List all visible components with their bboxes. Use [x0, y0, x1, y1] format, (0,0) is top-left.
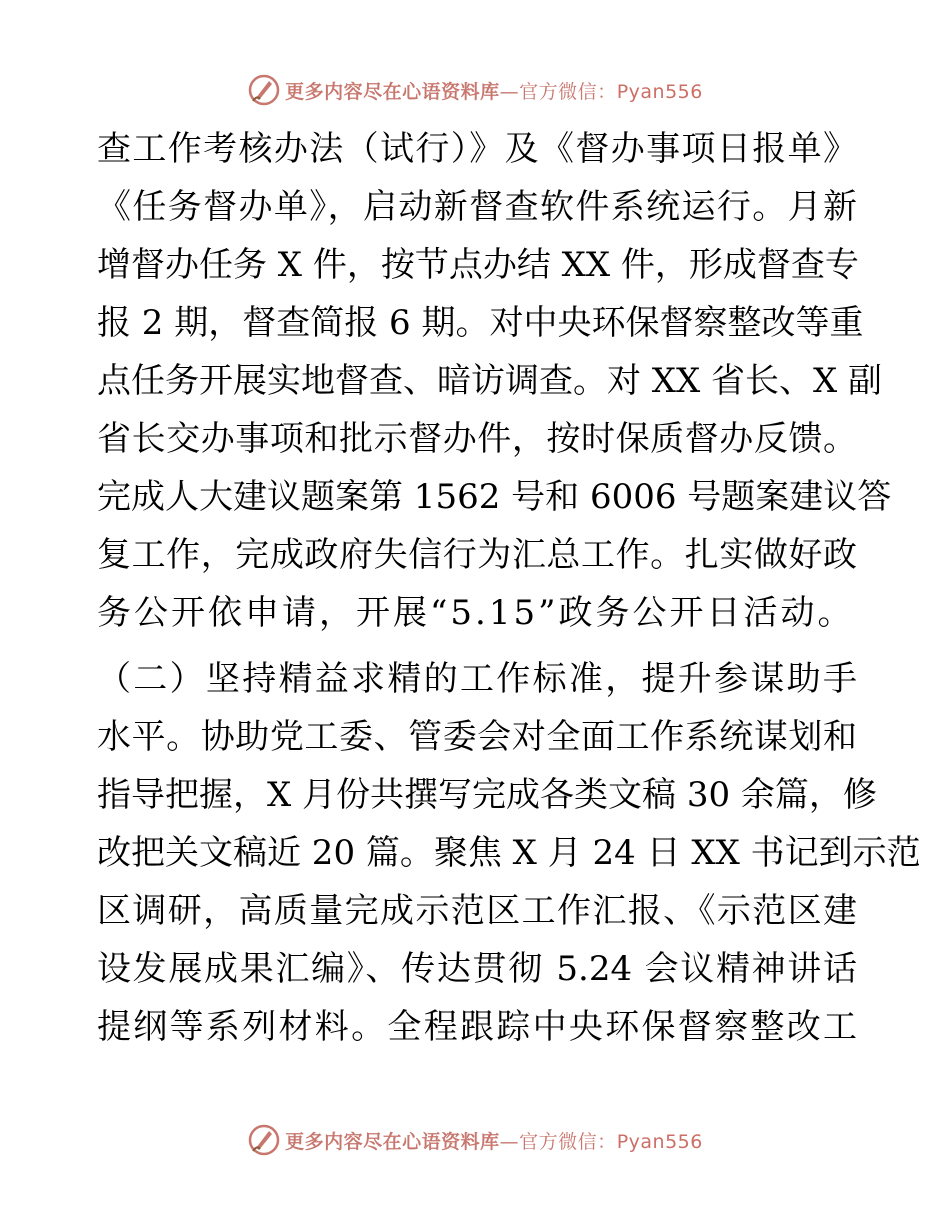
- text-line: 完成人大建议题案第 1562 号和 6006 号题案建议答: [97, 477, 892, 517]
- text-line: 水平。协助党工委、管委会对全面工作系统谋划和: [97, 717, 857, 757]
- text-line: （二）坚持精益求精的工作标准，提升参谋助手: [97, 659, 857, 699]
- text-line: 《任务督办单》，启动新督查软件系统运行。月新: [97, 187, 857, 227]
- text-line: 增督办任务 X 件，按节点办结 XX 件，形成督查专: [97, 245, 859, 285]
- text-line: 查工作考核办法（试行）》及《督办事项日报单》: [97, 129, 857, 169]
- text-line: 改把关文稿近 20 篇。聚焦 X 月 24 日 XX 书记到示范: [97, 833, 921, 873]
- quill-logo-icon: [247, 73, 281, 107]
- text-line: 省长交办事项和批示督办件，按时保质督办反馈。: [97, 419, 857, 459]
- text-line: 设发展成果汇编》、传达贯彻 5.24 会议精神讲话: [97, 949, 857, 989]
- watermark-dash: —: [499, 80, 520, 103]
- watermark-wechat-label: 官方微信：: [519, 1130, 617, 1153]
- text-line: 务公开依申请，开展“5.15”政务公开日活动。: [97, 593, 855, 633]
- watermark-dash: —: [499, 1130, 520, 1153]
- paragraph-1: [97, 120, 892, 642]
- text-line: 指导把握，X 月份共撰写完成各类文稿 30 余篇，修: [97, 775, 877, 815]
- text-line: 区调研，高质量完成示范区工作汇报、《示范区建: [97, 891, 857, 931]
- body-text: [97, 120, 921, 1056]
- watermark-main-text: 更多内容尽在心语资料库: [285, 80, 500, 103]
- paragraph-2: [97, 650, 921, 1056]
- watermark-wechat-label: 官方微信：: [519, 80, 617, 103]
- header-watermark: [0, 70, 950, 110]
- footer-watermark: [0, 1120, 950, 1160]
- watermark-wechat-id: Pyan556: [616, 1130, 703, 1153]
- text-line: 提纲等系列材料。全程跟踪中央环保督察整改工: [97, 1007, 857, 1047]
- watermark-wechat-id: Pyan556: [616, 80, 703, 103]
- quill-logo-icon: [247, 1123, 281, 1157]
- text-line: 复工作，完成政府失信行为汇总工作。扎实做好政: [97, 535, 857, 575]
- text-line: 点任务开展实地督查、暗访调查。对 XX 省长、X 副: [97, 361, 883, 401]
- watermark-main-text: 更多内容尽在心语资料库: [285, 1130, 500, 1153]
- text-line: 报 2 期，督查简报 6 期。对中央环保督察整改等重: [97, 303, 864, 343]
